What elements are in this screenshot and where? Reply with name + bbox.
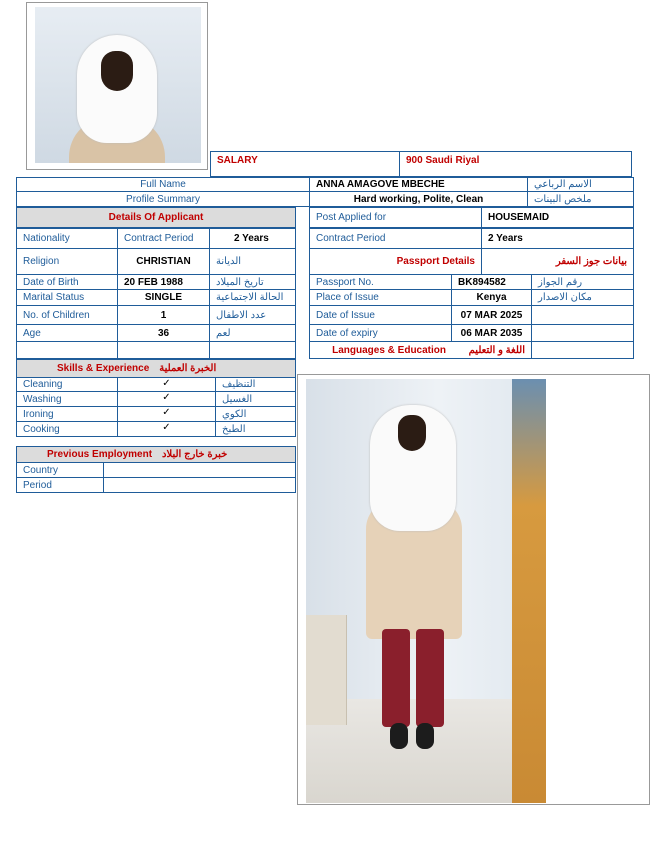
employment-header: Previous Employment [47, 449, 153, 460]
religion-label-ar: الديانة [209, 248, 296, 275]
skills-header: Skills & Experience [57, 363, 150, 374]
children-label-ar: عدد الاطفال [209, 305, 296, 325]
skill-ar-washing: الغسيل [215, 391, 296, 407]
languages-header-ar: اللغة و التعليم [451, 341, 532, 359]
date-of-issue-empty [531, 305, 634, 325]
employment-country-label: Country [16, 462, 104, 478]
marital-value: SINGLE [117, 289, 210, 306]
dob-label: Date of Birth [16, 274, 118, 290]
skill-check-washing: ✓ [117, 391, 216, 407]
date-of-issue-value: 07 MAR 2025 [451, 305, 532, 325]
passport-no-label-ar: رقم الجواز [531, 274, 634, 290]
employment-header-ar: خبرة خارج البلاد [162, 449, 228, 460]
passport-no-value: BK894582 [451, 274, 532, 290]
employment-period-value [103, 477, 296, 493]
post-applied-label: Post Applied for [309, 207, 482, 228]
dob-value: 20 FEB 1988 [117, 274, 210, 290]
applicant-details-header: Details Of Applicant [16, 207, 296, 228]
skill-check-ironing: ✓ [117, 406, 216, 422]
skill-check-cleaning: ✓ [117, 377, 216, 392]
skill-label-cooking: Cooking [16, 421, 118, 437]
passport-details-header: Passport Details [309, 248, 482, 275]
skills-header-ar: الخبرة العملية [159, 363, 217, 374]
applicant-empty-2 [117, 341, 210, 359]
full-name-value: ANNA AMAGOVE MBECHE [309, 177, 528, 192]
contract-period-value: 2 Years [209, 228, 296, 249]
passport-details-header-ar: بيانات جوز السفر [481, 248, 634, 275]
applicant-empty-1 [16, 341, 118, 359]
skill-label-ironing: Ironing [16, 406, 118, 422]
employment-country-value [103, 462, 296, 478]
profile-label: Profile Summary [16, 191, 310, 207]
salary-label: SALARY [210, 151, 400, 177]
languages-header: Languages & Education [309, 341, 452, 359]
full-name-label-ar: الاسم الرباعي [527, 177, 634, 192]
place-of-issue-value: Kenya [451, 289, 532, 306]
age-label: Age [16, 324, 118, 342]
passport-no-label: Passport No. [309, 274, 452, 290]
skill-ar-cooking: الطبخ [215, 421, 296, 437]
full-name-label: Full Name [16, 177, 310, 192]
place-of-issue-label: Place of Issue [309, 289, 452, 306]
children-value: 1 [117, 305, 210, 325]
post-applied-value: HOUSEMAID [481, 207, 634, 228]
skill-check-cooking: ✓ [117, 421, 216, 437]
employment-period-label: Period [16, 477, 104, 493]
contract-period-label: Contract Period [117, 228, 210, 249]
age-label-ar: لعم [209, 324, 296, 342]
portrait-photo [35, 7, 201, 163]
place-of-issue-label-ar: مكان الاصدار [531, 289, 634, 306]
salary-value: 900 Saudi Riyal [399, 151, 632, 177]
languages-empty [531, 341, 634, 359]
profile-value: Hard working, Polite, Clean [309, 191, 528, 207]
religion-value: CHRISTIAN [117, 248, 210, 275]
date-of-expiry-value: 06 MAR 2035 [451, 324, 532, 342]
dob-label-ar: تاريخ الميلاد [209, 274, 296, 290]
marital-label-ar: الحالة الاجتماعية [209, 289, 296, 306]
skill-label-washing: Washing [16, 391, 118, 407]
nationality-label: Nationality [16, 228, 118, 249]
portrait-photo-frame [26, 2, 208, 170]
full-body-photo [306, 379, 546, 803]
profile-label-ar: ملخص البينات [527, 191, 634, 207]
date-of-issue-label: Date of Issue [309, 305, 452, 325]
marital-label: Marital Status [16, 289, 118, 306]
skill-ar-cleaning: التنظيف [215, 377, 296, 392]
applicant-empty-3 [209, 341, 296, 359]
skills-header-cell [16, 359, 296, 378]
date-of-expiry-label: Date of expiry [309, 324, 452, 342]
employment-header-cell [16, 446, 296, 463]
skill-ar-ironing: الكوي [215, 406, 296, 422]
post-contract-value: 2 Years [481, 228, 634, 249]
age-value: 36 [117, 324, 210, 342]
skill-label-cleaning: Cleaning [16, 377, 118, 392]
religion-label: Religion [16, 248, 118, 275]
post-contract-label: Contract Period [309, 228, 482, 249]
full-body-photo-frame [297, 374, 650, 805]
children-label: No. of Children [16, 305, 118, 325]
date-of-expiry-empty [531, 324, 634, 342]
